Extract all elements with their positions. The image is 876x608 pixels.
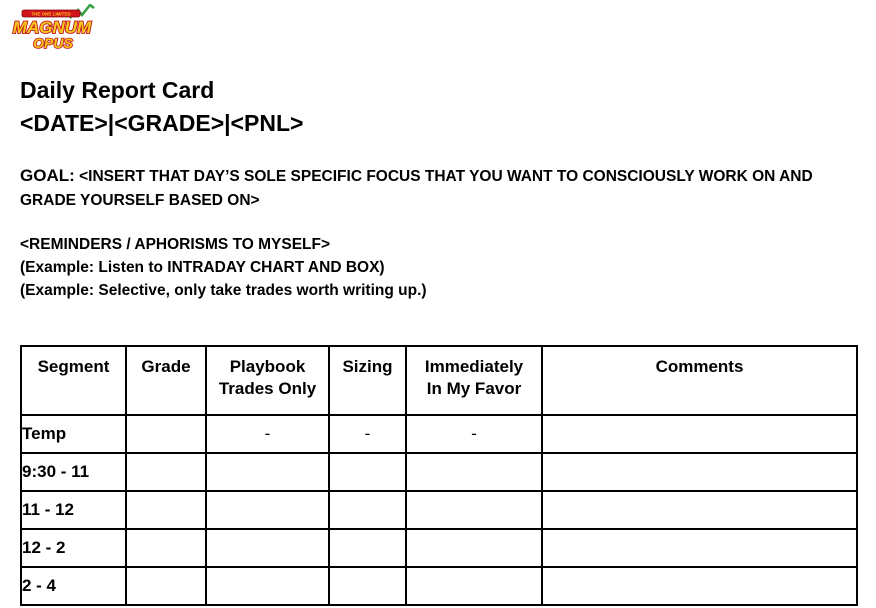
logo-word-opus: OPUS (33, 35, 73, 51)
header-immediately-in-my-favor: Immediately In My Favor (406, 346, 542, 415)
playbook-cell[interactable] (206, 529, 329, 567)
grade-cell[interactable] (126, 415, 206, 453)
grade-cell[interactable] (126, 567, 206, 605)
table-row (21, 529, 857, 567)
comments-cell[interactable] (542, 453, 857, 491)
sizing-cell[interactable]: - (329, 415, 406, 453)
segment-cell: Temp (21, 415, 126, 453)
favor-cell[interactable] (406, 529, 542, 567)
report-table (20, 345, 858, 606)
sizing-cell[interactable] (329, 567, 406, 605)
favor-cell[interactable] (406, 567, 542, 605)
sizing-cell[interactable] (329, 491, 406, 529)
logo-word-magnum: MAGNUM (12, 18, 92, 37)
page-title: Daily Report Card (20, 77, 215, 103)
header-grade: Grade (126, 346, 206, 415)
table-header-row (21, 346, 857, 415)
segment-cell: 12 - 2 (21, 529, 126, 567)
comments-cell[interactable] (542, 529, 857, 567)
grade-cell[interactable] (126, 491, 206, 529)
segment-cell: 11 - 12 (21, 491, 126, 529)
playbook-cell[interactable] (206, 453, 329, 491)
playbook-cell[interactable] (206, 491, 329, 529)
grade-cell[interactable] (126, 453, 206, 491)
header-playbook-trades-only: Playbook Trades Only (206, 346, 329, 415)
logo-top-text: THE ONE LIMITED (31, 11, 71, 17)
favor-cell[interactable] (406, 453, 542, 491)
header-comments: Comments (542, 346, 857, 415)
page-subtitle: <DATE>|<GRADE>|<PNL> (20, 110, 304, 136)
goal-label: GOAL: (20, 166, 75, 185)
reminder-example-2: (Example: Selective, only take trades worth writing up.) (20, 282, 427, 299)
sizing-cell[interactable] (329, 529, 406, 567)
comments-cell[interactable] (542, 567, 857, 605)
favor-cell[interactable]: - (406, 415, 542, 453)
comments-cell[interactable] (542, 491, 857, 529)
playbook-cell[interactable]: - (206, 415, 329, 453)
reminders-heading: <REMINDERS / APHORISMS TO MYSELF> (20, 236, 331, 253)
sizing-cell[interactable] (329, 453, 406, 491)
table-row (21, 415, 857, 453)
grade-cell[interactable] (126, 529, 206, 567)
reminders-block (20, 233, 427, 302)
reminder-example-1: (Example: Listen to INTRADAY CHART AND BOX) (20, 259, 385, 276)
header-sizing: Sizing (329, 346, 406, 415)
table-row (21, 453, 857, 491)
header-segment: Segment (21, 346, 126, 415)
goal-paragraph (20, 164, 840, 213)
segment-cell: 2 - 4 (21, 567, 126, 605)
table-row (21, 491, 857, 529)
comments-cell[interactable] (542, 415, 857, 453)
playbook-cell[interactable] (206, 567, 329, 605)
table-row (21, 567, 857, 605)
goal-text: <INSERT THAT DAY’S SOLE SPECIFIC FOCUS THAT YOU WANT TO CONSCIOUSLY WORK ON AND GRADE YOURSELF BASED ON> (20, 168, 813, 209)
magnum-opus-logo (12, 4, 98, 54)
favor-cell[interactable] (406, 491, 542, 529)
segment-cell: 9:30 - 11 (21, 453, 126, 491)
